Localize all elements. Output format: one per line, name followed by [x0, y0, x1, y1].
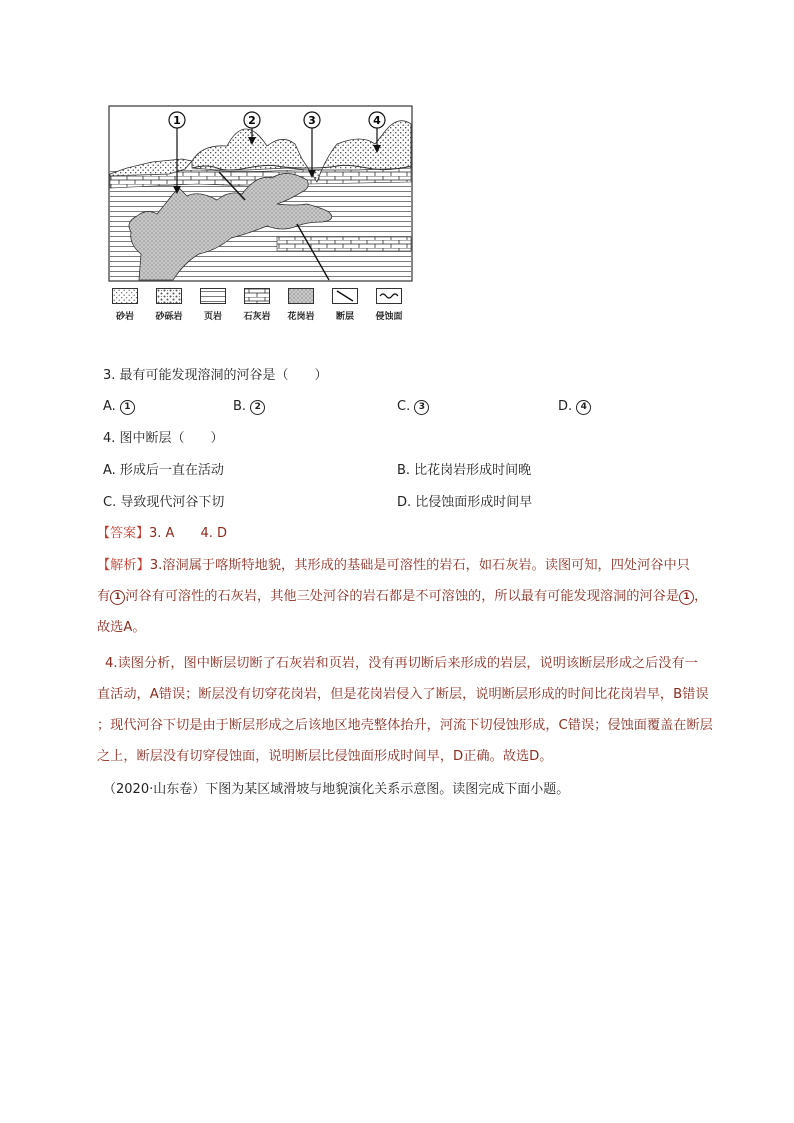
- question-3-stem: 3. 最有可能发现溶洞的河谷是（ ）: [103, 368, 328, 383]
- analysis-tag: 【解析】: [97, 558, 150, 573]
- svg-text:3: 3: [308, 114, 316, 127]
- limestone-swatch-icon: [244, 288, 270, 304]
- circled-number-icon: 1: [120, 400, 135, 415]
- figure-legend: [107, 286, 417, 324]
- erosion-surface-swatch-icon: [376, 288, 402, 304]
- legend-fault: 断层: [327, 288, 363, 322]
- question-4-stem: 4. 图中断层（ ）: [103, 431, 224, 446]
- sandstone-swatch-icon: [112, 288, 138, 304]
- q3-option-c[interactable]: C. 3: [397, 397, 429, 417]
- svg-text:2: 2: [248, 114, 256, 127]
- circled-number-icon: 4: [576, 400, 591, 415]
- q4-option-a[interactable]: A. 形成后一直在活动: [103, 463, 224, 478]
- analysis-q3: 【解析】3.溶洞属于喀斯特地貌，其形成的基础是可溶性的岩石，如石灰岩。读图可知，四处河谷中只 有 1 河谷有可溶性的石灰岩，其他三处河谷的岩石都是不可溶蚀的，所以最有可能发现溶洞的河谷是 1 ， 故选A。: [97, 558, 708, 635]
- legend-granite: 花岗岩: [283, 288, 319, 322]
- legend-sandstone: 砂岩: [107, 288, 143, 322]
- legend-conglomerate: 砂砾岩: [151, 288, 187, 322]
- shale-swatch-icon: [200, 288, 226, 304]
- next-question-intro: （2020·山东卷）下图为某区域滑坡与地貌演化关系示意图。读图完成下面小题。: [103, 782, 570, 797]
- q3-option-a[interactable]: A. 1: [103, 397, 135, 417]
- q4-option-d[interactable]: D. 比侵蚀面形成时间早: [397, 495, 533, 510]
- q4-option-c[interactable]: C. 导致现代河谷下切: [103, 495, 225, 510]
- answer-tag: 【答案】: [97, 526, 150, 541]
- circled-number-icon: 2: [250, 400, 265, 415]
- q3-option-b[interactable]: B. 2: [233, 397, 265, 417]
- analysis-q4: 4.读图分析，图中断层切断了石灰岩和页岩，没有再切断后来形成的岩层，说明该断层形成之后没有一 直活动，A错误；断层没有切穿花岗岩，但是花岗岩侵入了断层，说明断层形成的时间比花岗岩早，B错误 ；现代河谷下切是由于断层形成之后该地区地壳整体抬升，河流下切侵蚀形成，C错误；侵蚀面覆盖在断层 之上，断层没有切穿侵蚀面，说明断层比侵蚀面形成时间早，D正确。故选D。: [97, 656, 713, 764]
- circled-number-icon: 1: [110, 590, 125, 605]
- circled-number-icon: 3: [414, 400, 429, 415]
- legend-shale: 页岩: [195, 288, 231, 322]
- svg-text:1: 1: [173, 114, 181, 127]
- fault-swatch-icon: [332, 288, 358, 304]
- geology-figure: [107, 104, 417, 324]
- limestone-layer-lower: [277, 237, 411, 251]
- answer-value: 3. A 4. D: [149, 526, 227, 541]
- svg-text:4: 4: [373, 114, 381, 127]
- legend-erosion-surface: 侵蚀面: [371, 288, 407, 322]
- granite-swatch-icon: [288, 288, 314, 304]
- q4-option-b[interactable]: B. 比花岗岩形成时间晚: [397, 463, 532, 478]
- circled-number-icon: 1: [679, 590, 694, 605]
- geology-cross-section: [107, 104, 417, 286]
- answer-line: [97, 524, 227, 544]
- q3-option-d[interactable]: D. 4: [558, 397, 591, 417]
- legend-limestone: 石灰岩: [239, 288, 275, 322]
- conglomerate-swatch-icon: [156, 288, 182, 304]
